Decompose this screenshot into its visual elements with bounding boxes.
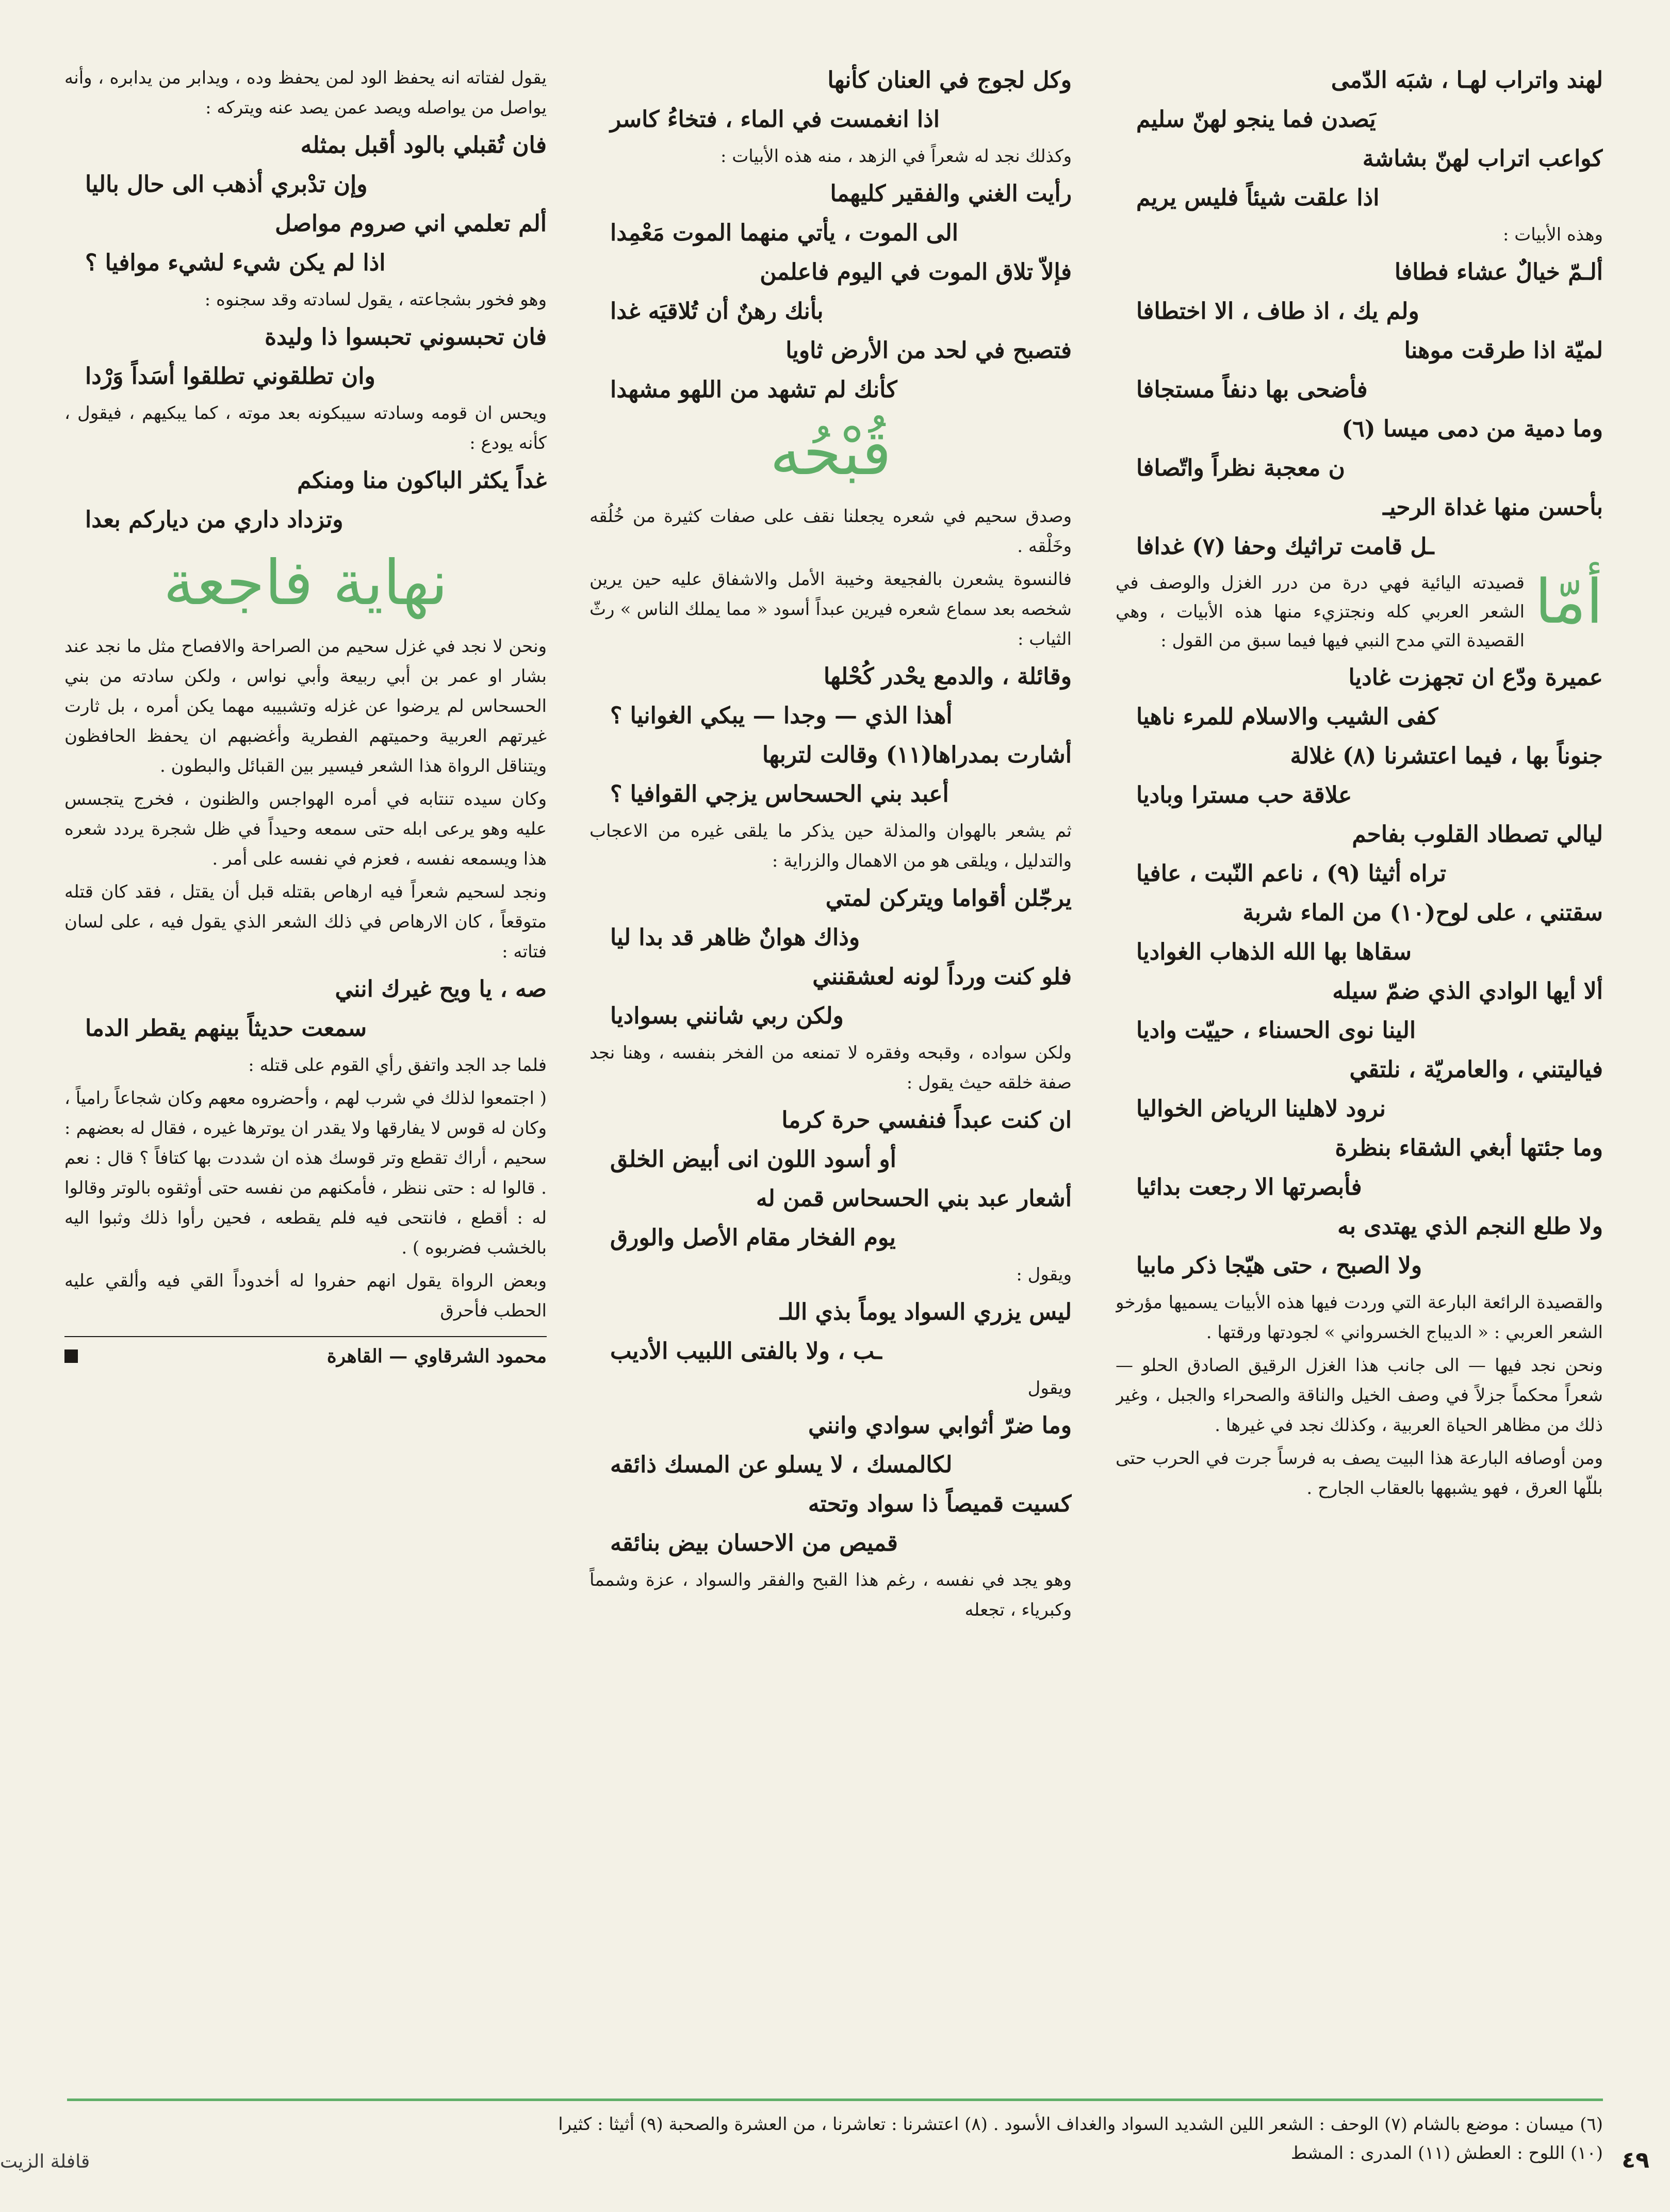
footnote-line: (١٠) اللوح : العطش (١١) المدرى : المشط [1290,2143,1603,2164]
verse-hemistich-second: وان تطلقوني تطلقوا أسَداً وَرْدا [85,363,375,389]
verse-hemistich-second: بأنك رهنٌ أن تُلاقيَه غدا [610,298,824,324]
verse-hemistich-second: الينا نوى الحسناء ، حييّت واديا [1136,1017,1416,1044]
verse-hemistich-second: اذا انغمست في الماء ، فتخاءُ كاسر [610,106,940,133]
footer-rule [67,2099,1603,2101]
verse-hemistich-second: أهذا الذي — وجدا — يبكي الغوانيا ؟ [610,703,953,729]
verse-hemistich-first: لهند واتراب لهـا ، شبَه الدّمى [1331,67,1603,93]
prose-paragraph: ويقول : [1016,1264,1072,1285]
verse-couplet [590,957,1072,1036]
verse-hemistich-first: سقتني ، على لوح(١٠) من الماء شربة [1242,900,1603,926]
verse-hemistich-first: ألـمّ خيالٌ عشاء فطافا [1394,259,1603,285]
verse-couplet [64,318,547,396]
verse-hemistich-first: أشارت بمدراها(١١) وقالت لتربها [762,742,1072,768]
prose-paragraph: ثم يشعر بالهوان والمذلة حين يذكر ما يلقى غيره من الاعجاب والتدليل ، ويلقى هو من الاهمال والزراية : [590,821,1072,871]
verse-couplet [64,204,547,283]
verse-hemistich-first: جنوناً بها ، فيما اعتشرنا (٨) غلالة [1290,743,1603,769]
prose-paragraph: ونحن نجد فيها — الى جانب هذا الغزل الرقيق الصادق الحلو — شعراً محكماً جزلاً في وصف الخيل والناقة والصحراء والجبل ، وغير ذلك من مظاهر الحياة العربية ، وكذلك نجد في غيرها . [1116,1355,1603,1436]
prose-paragraph: وكان سيده تنتابه في أمره الهواجس والظنون ، فخرج يتجسس عليه وهو يرعى ابله حتى سمعه وحيداً في ظل شجرة يردد شعره هذا ويسمعه نفسه ، فعزم في نفسه على أمر . [64,789,547,869]
verse-hemistich-second: أعبد بني الحسحاس يزجي القوافيا ؟ [610,781,949,807]
prose-paragraph: وهو فخور بشجاعته ، يقول لسادته وقد سجنوه : [204,289,547,310]
verse-couplet [590,253,1072,331]
verse-hemistich-first: صه ، يا ويح غيرك انني [335,976,547,1002]
prose-paragraph: ويحس ان قومه وسادته سيبكونه بعد موته ، كما يبكيهم ، فيقول ، كأنه يودع : [64,403,547,453]
verse-hemistich-first: وما جئتها أبغي الشقاء بنظرة [1335,1135,1603,1161]
verse-hemistich-second: قميص من الاحسان بيض بنائقه [610,1530,898,1556]
verse-hemistich-second: وتزداد داري من دياركم بعدا [85,507,343,533]
prose-paragraph: يقول لفتاته انه يحفظ الود لمن يحفظ وده ، ويدابر من يدابره ، وأنه يواصل من يواصله ويصد عمن يصد عنه ويتركه : [64,68,547,118]
verse-hemistich-first: وما ضرّ أثوابي سوادي وانني [808,1412,1072,1439]
verse-hemistich-second: يَصدن فما ينجو لهنّ سليم [1136,106,1376,133]
verse-couplet [1116,331,1603,410]
verse-couplet [590,736,1072,814]
verse-couplet [1116,1129,1603,1207]
verse-hemistich-second: ـب ، ولا بالفتى اللبيب الأديب [610,1338,882,1364]
verse-couplet [590,1485,1072,1563]
verse-hemistich-first: وما دمية من دمى ميسا (٦) [1341,416,1603,442]
prose-paragraph: فلما جد الجد واتفق رأي القوم على قتله : [248,1055,547,1076]
verse-couplet [590,1179,1072,1258]
verse-hemistich-second: أو أسود اللون انى أبيض الخلق [610,1146,896,1173]
verse-hemistich-second: ن معجبة نظراً واتّصافا [1136,455,1345,481]
verse-hemistich-second: اذا علقت شيئاً فليس يريم [1136,185,1380,211]
verse-couplet [64,126,547,204]
verse-couplet [590,657,1072,736]
verse-couplet [590,61,1072,139]
verse-hemistich-first: كسيت قميصاً ذا سواد وتحته [808,1491,1072,1517]
verse-hemistich-first: ألم تعلمي اني صروم مواصل [275,210,547,237]
footnotes [155,2110,1603,2168]
verse-hemistich-first: وقائلة ، والدمع يحْدر كُحْلها [823,663,1072,690]
verse-hemistich-first: فياليتني ، والعامريّة ، نلتقي [1349,1056,1603,1083]
author-signature [64,1336,547,1372]
verse-hemistich-second: ولم يك ، اذ طاف ، الا اختطافا [1136,298,1419,324]
verse-hemistich-second: الى الموت ، يأتي منهما الموت مَعْمِدا [610,220,958,246]
verse-hemistich-first: ألا أيها الوادي الذي ضمّ سيله [1332,978,1603,1004]
verse-couplet [1116,1050,1603,1129]
prose-paragraph: وهو يجد في نفسه ، رغم هذا القبح والفقر والسواد ، عزة وشمماً وكبرياء ، تجعله [590,1570,1072,1620]
verse-hemistich-first: ان كنت عبداً فنفسي حرة كرما [781,1107,1072,1133]
verse-couplet [590,1293,1072,1371]
prose-paragraph: ( اجتمعوا لذلك في شرب لهم ، وأحضروه معهم وكان شجاعاً رامياً ، وكان له قوس لا يفارقها ولا يقدر ان يوترها غيره ، فقال له بعضهم : سحيم ، أراك تقطع وتر قوسك هذه ان شددت بها كتافاً ؟ قال : نعم . قالوا له : حتى ننظر ، فأمكنهم من نفسه حتى أوثقوه بالوتر وقالوا له : أقطع ، فانتحى فيه فلم يقطعه ، فحين رأوا ذلك وثبوا اليه بالخشب فضربوه ) . [64,1088,547,1258]
verse-hemistich-first: رأيت الغني والفقير كليهما [830,181,1072,207]
verse-hemistich-second: اذا لم يكن شيء لشيء موافيا ؟ [85,250,386,276]
verse-couplet [1116,1207,1603,1286]
section-heading: قُبْحُه [769,417,892,489]
verse-hemistich-second: يوم الفخار مقام الأصل والورق [610,1225,896,1251]
prose-paragraph: وهذه الأبيات : [1502,224,1603,245]
verse-hemistich-second: تراه أثيثا (٩) ، ناعم النّبت ، عافيا [1136,860,1447,887]
verse-hemistich-first: بأحسن منها غداة الرحيـ [1383,494,1603,521]
prose-paragraph: ونحن لا نجد في غزل سحيم من الصراحة والافصاح مثل ما نجد عند بشار او عمر بن أبي ربيعة وأبي نواس ، ولكن سادته من بني الحسحاس لم يرضوا عن غزله وتشبيبه مهما يكن أمره ، بل ثارت غيرتهم العربية وحميتهم الفطرية وأغضبهم ان يحفظ الحافظون ويتناقل الرواة هذا الشعر فيسير بين القبائل والبطون . [64,636,547,776]
verse-hemistich-first: فإلاّ تلاق الموت في اليوم فاعلمن [760,259,1072,285]
verse-couplet [1116,410,1603,488]
verse-hemistich-first: فان تُقبلي بالود أقبل بمثله [300,132,547,158]
verse-hemistich-first: فلو كنت ورداً لونه لعشقنني [812,964,1072,990]
author-name: محمود الشرقاوي — القاهرة [326,1345,547,1367]
verse-hemistich-first: فتصبح في لحد من الأرض ثاويا [785,337,1072,364]
verse-couplet [1116,253,1603,331]
end-mark [64,1349,78,1363]
column-left [64,61,547,2080]
paragraph-text: قصيدته اليائية فهي درة من درر الغزل والوصف في الشعر العربي كله ونجتزيء منها هذه الأبيات ، وهي القصيدة التي مدح النبي فيها فيما سبق من القول : [1116,573,1525,651]
page-number: ٤٩ [1622,2147,1649,2173]
prose-paragraph: وكذلك نجد له شعراً في الزهد ، منه هذه الأبيات : [720,146,1072,167]
verse-hemistich-second: فأضحى بها دنفاً مستجافا [1136,377,1368,403]
verse-hemistich-second: نرود لاهلينا الرياض الخواليا [1136,1096,1386,1122]
verse-couplet [1116,815,1603,893]
verse-hemistich-second: وإن تدْبري أذهب الى حال باليا [85,171,368,198]
verse-hemistich-second: كفى الشيب والاسلام للمرء ناهيا [1136,704,1438,730]
prose-paragraph: فالنسوة يشعرن بالفجيعة وخيبة الأمل والاشفاق عليه حين يرين شخصه بعد سماع شعره فيرين عبداً أسود « مما يملك الناس » رثّ الثياب : [590,569,1072,649]
verse-couplet [590,1101,1072,1179]
verse-couplet [1116,488,1603,566]
section-heading: نهاية فاجعة [163,547,448,619]
footnote-line: (٦) ميسان : موضع بالشام (٧) الوحف : الشعر اللين الشديد السواد والغداف الأسود . (٨) اعتشرنا : تعاشرنا ، من العشرة والصحبة (٩) أثيثا : كثيرا [558,2114,1603,2135]
prose-paragraph: ونجد لسحيم شعراً فيه ارهاص بقتله قبل أن يقتل ، فقد كان قتله متوقعاً ، كان الارهاص في ذلك الشعر الذي يقول فيه ، على لسان فتاته : [64,882,547,962]
column-middle [590,61,1072,2080]
verse-hemistich-first: يرجّلن أقواما ويتركن لمتي [825,885,1072,912]
verse-couplet [590,1406,1072,1485]
verse-hemistich-second: ولا الصبح ، حتى هيّجا ذكر مابيا [1136,1253,1422,1279]
verse-hemistich-first: ليالي تصطاد القلوب بفاحم [1352,821,1603,848]
verse-hemistich-first: ليس يزري السواد يوماً بذي اللـ [780,1299,1072,1325]
verse-hemistich-first: ولا طلع النجم الذي يهتدى به [1337,1213,1603,1240]
verse-hemistich-second: كأنك لم تشهد من اللهو مشهدا [610,377,897,403]
verse-hemistich-second: فأبصرتها الا رجعت بدائيا [1136,1174,1362,1200]
verse-couplet [1116,139,1603,218]
drop-cap: أمّا [1535,566,1603,637]
verse-hemistich-second: لكالمسك ، لا يسلو عن المسك ذائقه [610,1452,953,1478]
verse-couplet [64,461,547,540]
column-right [1116,61,1603,2080]
verse-couplet [64,970,547,1048]
verse-hemistich-first: لميّة اذا طرقت موهنا [1404,337,1603,364]
verse-couplet [1116,893,1603,972]
verse-hemistich-first: غداً يكثر الباكون منا ومنكم [297,467,547,494]
prose-paragraph: وبعض الرواة يقول انهم حفروا له أخدوداً القي فيه وألقي عليه الحطب فأحرق [64,1271,547,1321]
prose-paragraph: ومن أوصافه البارعة هذا البيت يصف به فرساً جرت في الحرب حتى بللّها العرق ، فهو يشبهها بالعقاب الجارح . [1116,1448,1603,1499]
verse-hemistich-first: عميرة ودّع ان تجهزت غاديا [1348,664,1603,691]
verse-couplet [590,331,1072,410]
verse-hemistich-first: فان تحبسوني تحبسوا ذا وليدة [265,324,547,350]
verse-hemistich-second: سقاها بها الله الذهاب الغواديا [1136,939,1412,965]
verse-hemistich-first: وكل لجوج في العنان كأنها [827,67,1072,93]
verse-hemistich-first: أشعار عبد بني الحسحاس قمن له [756,1185,1072,1212]
verse-couplet [590,879,1072,957]
verse-couplet [1116,972,1603,1050]
journal-name: قافلة الزيت [0,2151,90,2172]
prose-paragraph: ولكن سواده ، وقبحه وفقره لا تمنعه من الفخر بنفسه ، وهنا نجد صفة خلقه حيث يقول : [590,1043,1072,1093]
verse-couplet [1116,737,1603,815]
verse-couplet [590,174,1072,253]
prose-paragraph: وصدق سحيم في شعره يجعلنا نقف على صفات كثيرة من خُلُقه وخَلْقه . [590,506,1072,557]
prose-paragraph: ويقول [1027,1378,1072,1398]
verse-hemistich-second: ـل قامت تراثيك وحفا (٧) غدافا [1136,533,1434,560]
verse-couplet [1116,658,1603,737]
verse-hemistich-second: ولكن ربي شانني بسواديا [610,1003,844,1029]
prose-paragraph: والقصيدة الرائعة البارعة التي وردت فيها هذه الأبيات يسميها مؤرخو الشعر العربي : « الديباج الخسرواني » لجودتها ورقتها . [1116,1292,1603,1343]
verse-couplet [1116,61,1603,139]
verse-hemistich-second: علاقة حب مسترا وباديا [1136,782,1352,808]
verse-hemistich-first: كواعب اتراب لهنّ بشاشة [1362,145,1603,172]
prose-paragraph [1116,568,1603,655]
verse-hemistich-second: وذاك هوانٌ ظاهر قد بدا ليا [610,924,860,951]
verse-hemistich-second: سمعت حديثاً بينهم يقطر الدما [85,1015,367,1042]
